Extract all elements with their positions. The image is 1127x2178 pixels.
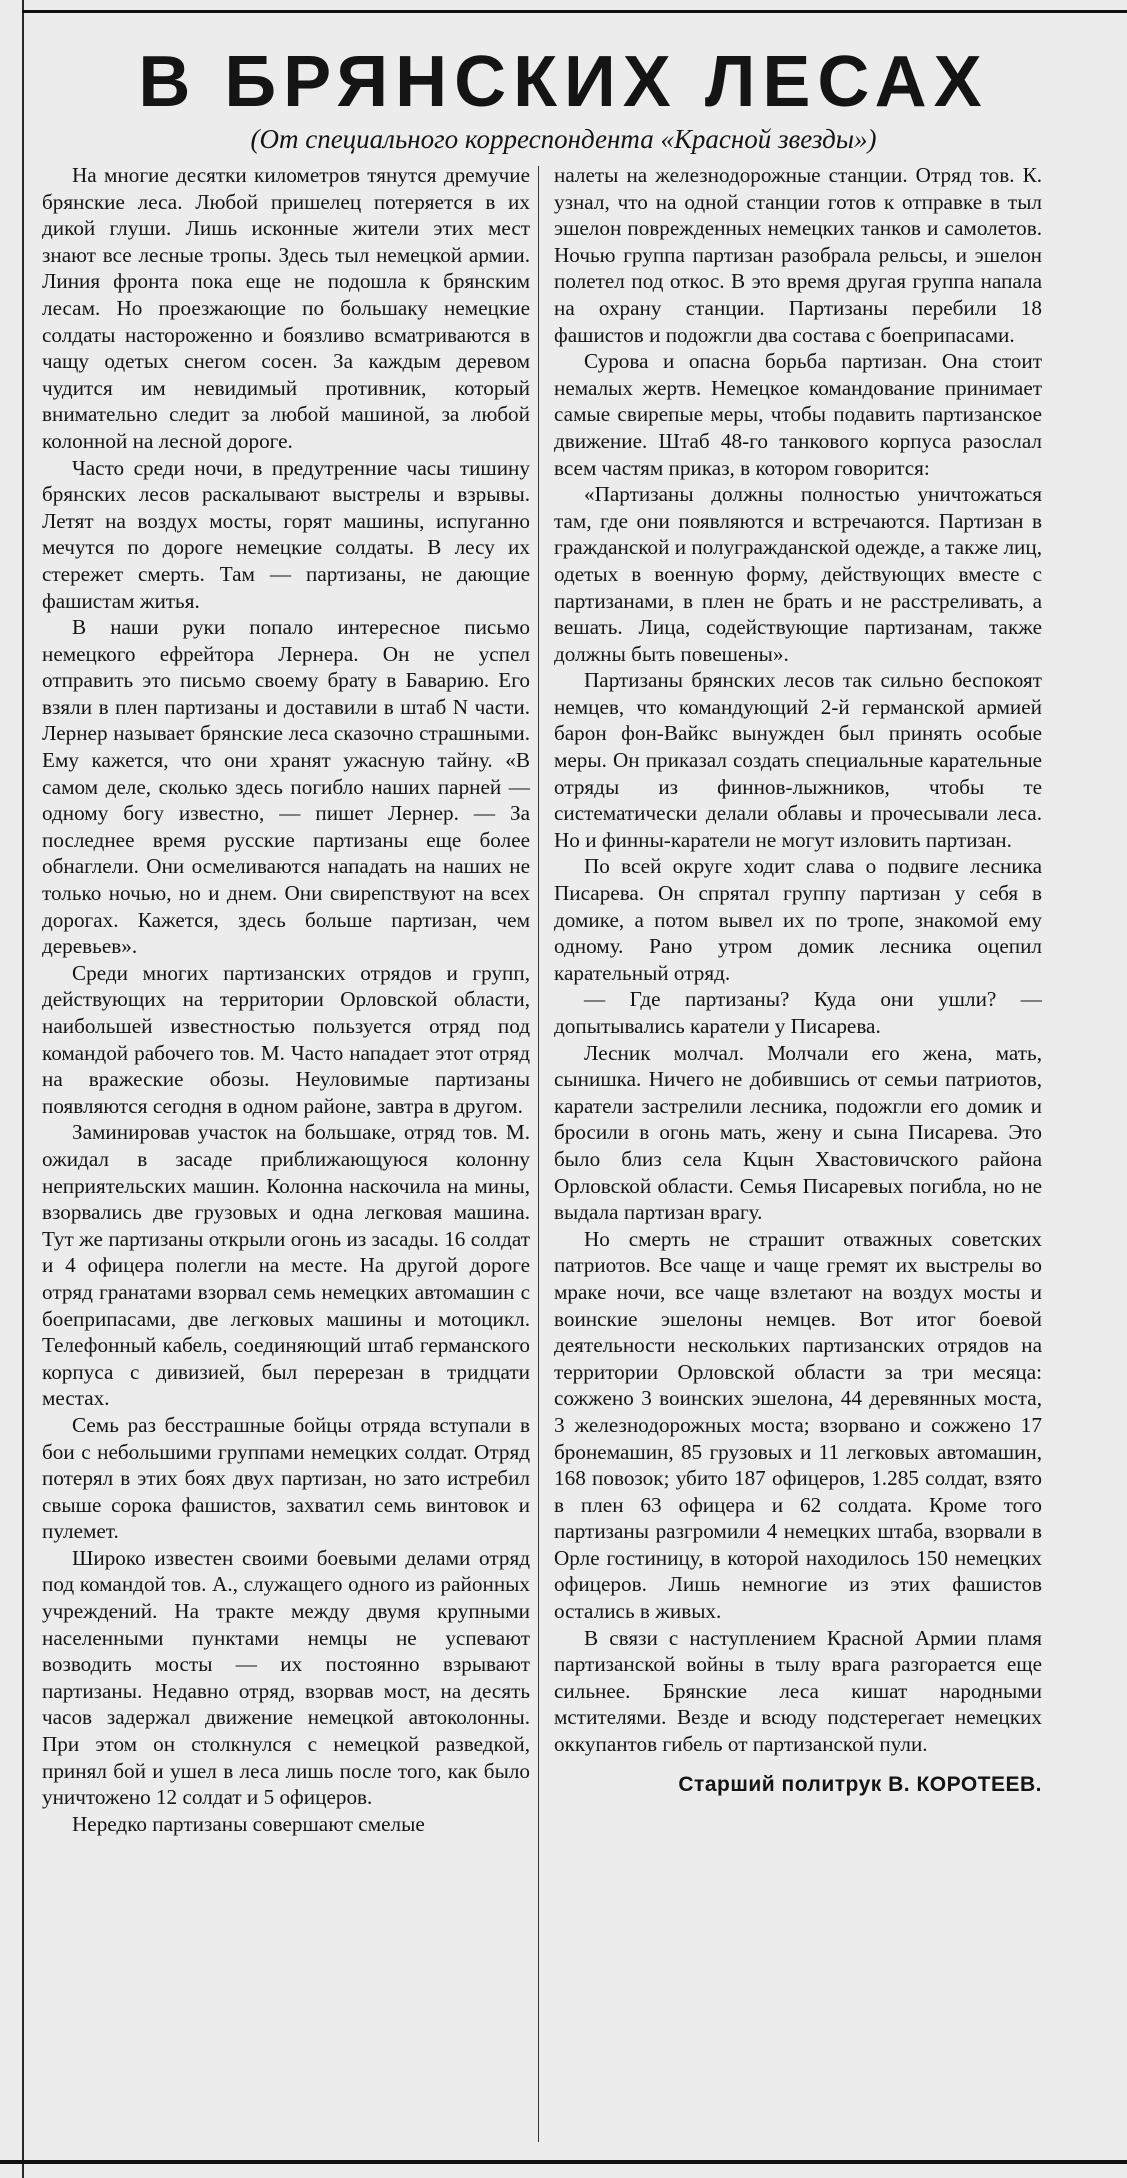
- paragraph: Широко известен своими боевыми делами отряд под командой тов. А., служащего одного из районных учреждений. На тракте между двумя крупными населенными пунктами немцы не успевают возводить мосты — их постоянно взрывают партизаны. Недавно отряд, взорвав мост, на десять часов задержал движение немецкой автоколонны. При этом он столкнулся с немецкой разведкой, принял бой и ушел в леса лишь после того, как было уничтожено 12 солдат и 5 офицеров.: [42, 1545, 530, 1810]
- paragraph: налеты на железнодорожные станции. Отряд тов. К. узнал, что на одной станции готов к отправке в тыл эшелон поврежденных немецких танков и самолетов. Ночью группа партизан разобрала рельсы, и эшелон полетел под откос. В это время другая группа напала на охрану станции. Партизаны перебили 18 фашистов и подожгли два состава с боеприпасами.: [554, 163, 1042, 347]
- right-column: [554, 162, 1042, 1798]
- paragraph: Партизаны брянских лесов так сильно беспокоят немцев, что командующий 2-й германской армией барон фон-Вайкс вынужден был принять особые меры. Он приказал создать специальные карательные отряды из финнов-лыжников, чтобы те систематически делали облавы и прочесывали леса. Но и финны-каратели не могут изловить партизан.: [554, 668, 1042, 852]
- paragraph: По всей округе ходит слава о подвиге лесника Писарева. Он спрятал группу партизан у себя в домике, а потом вывел их по тропе, знакомой ему одному. Рано утром домик лесника оцепил карательный отряд.: [554, 854, 1042, 985]
- author-signature: Старший политрук В. КОРОТЕЕВ.: [678, 1772, 1042, 1796]
- left-column: [42, 162, 530, 1837]
- paragraph: Нередко партизаны совершают смелые: [72, 1811, 425, 1836]
- quote-paragraph: «Партизаны должны полностью уничтожаться там, где они появляются и встречаются. Партизан в гражданской и полугражданской одежде, а также лиц, одетых в военную форму, действующих вместе с партизанами, в плен не брать и не расстреливать, а вешать. Лица, содействующие партизанам, также должны быть повешены».: [554, 482, 1042, 666]
- paragraph: В наши руки попало интересное письмо немецкого ефрейтора Лернера. Он не успел отправить это письмо своему брату в Баварию. Его взяли в плен партизаны и доставили в штаб N части. Лернер называет брянские леса сказочно страшными. Ему кажется, что они хранят ужасную тайну. «В самом деле, сколько здесь погибло наших парней — одному богу известно, — пишет Лернер. — За последнее время русские партизаны еще более обнаглели. Они осмеливаются нападать на наших не только ночью, но и днем. Они свирепствуют на всех дорогах. Кажется, здесь больше партизан, чем деревьев».: [42, 615, 530, 959]
- paragraph: Часто среди ночи, в предутренние часы тишину брянских лесов раскалывают выстрелы и взрывы. Летят на воздух мосты, горят машины, испуганно мечутся по дороге немецкие солдаты. В лесу их стережет смерть. Там — партизаны, не дающие фашистам житья.: [42, 455, 530, 613]
- paragraph: Семь раз бесстрашные бойцы отряда вступали в бои с небольшими группами немецких солдат. Отряд потерял в этих боях двух партизан, но зато истребил свыше сорока фашистов, захватил семь винтовок и пулемет.: [42, 1412, 530, 1544]
- top-rule: [22, 10, 1127, 13]
- paragraph: — Где партизаны? Куда они ушли? — допытывались каратели у Писарева.: [554, 987, 1042, 1038]
- paragraph: Сурова и опасна борьба партизан. Она стоит немалых жертв. Немецкое командование принимает самые свирепые меры, чтобы подавить партизанское движение. Штаб 48-го танкового корпуса разослал всем частям приказ, в котором говорится:: [554, 349, 1042, 480]
- article-headline: В БРЯНСКИХ ЛЕСАХ: [138, 42, 989, 122]
- paragraph: Лесник молчал. Молчали его жена, мать, сынишка. Ничего не добившись от семьи патриотов, каратели застрелили лесника, подожгли его домик и бросили в огонь мать, жену и сына Писарева. Это было близ села Кцын Хвастовичского района Орловской области. Семья Писаревых погибла, но не выдала партизан врагу.: [554, 1040, 1042, 1225]
- paragraph: В связи с наступлением Красной Армии пламя партизанской войны в тылу врага разгорается еще сильнее. Брянские леса кишат народными мстителями. Везде и всюду подстерегает немецких оккупантов гибель от партизанской пули.: [554, 1625, 1042, 1757]
- paragraph: Заминировав участок на большаке, отряд тов. М. ожидал в засаде приближающуюся колонну неприятельских машин. Колонна наскочила на мины, взорвались две грузовых и одна легковая машина. Тут же партизаны открыли огонь из засады. 16 солдат и 4 офицера полегли на месте. На другой дороге отряд гранатами взорвал семь немецких автомашин с боеприпасами, две легковых машины и мотоцикл. Телефонный кабель, соединяющий штаб германского корпуса с дивизией, был перерезан в тридцати местах.: [42, 1120, 530, 1411]
- column-divider: [538, 166, 539, 2142]
- paragraph: На многие десятки километров тянутся дремучие брянские леса. Любой пришелец потеряется в их дикой глуши. Лишь исконные жители этих мест знают все лесные тропы. Здесь тыл немецкой армии. Линия фронта пока еще не подошла к брянским лесам. Но проезжающие по большаку немецкие солдаты настороженно и боязливо всматриваются в чащу одетых снегом сосен. За каждым деревом чудится им невидимый противник, который внимательно следит за любой машиной, за любой колонной на лесной дороге.: [42, 163, 530, 453]
- paragraph: Среди многих партизанских отрядов и групп, действующих на территории Орловской области, наибольшей известностью пользуется отряд под командой рабочего тов. М. Часто нападает этот отряд на вражеские обозы. Неуловимые партизаны появляются сегодня в одном районе, завтра в другом.: [42, 960, 530, 1118]
- paragraph: Но смерть не страшит отважных советских патриотов. Все чаще и чаще гремят их выстрелы во мраке ночи, все чаще взлетают на воздух мосты и воинские эшелоны немцев. Вот итог боевой деятельности нескольких партизанских отрядов на территории Орловской области за три месяца: сожжено 3 воинских эшелона, 44 деревянных моста, 3 железнодорожных моста; взорвано и сожжено 17 бронемашин, 85 грузовых и 11 легковых автомашин, 168 повозок; убито 187 офицеров, 1.285 солдат, взято в плен 63 офицера и 62 солдата. Кроме того партизаны разгромили 4 немецких штаба, взорвали в Орле гостиницу, в которой находилось 150 немецких офицеров. Лишь немногие из этих фашистов остались в живых.: [554, 1226, 1042, 1624]
- page-left-margin: [0, 0, 24, 2178]
- article-subtitle: (От специального корреспондента «Красной звезды»): [250, 124, 877, 154]
- bottom-rule: [0, 2160, 1127, 2164]
